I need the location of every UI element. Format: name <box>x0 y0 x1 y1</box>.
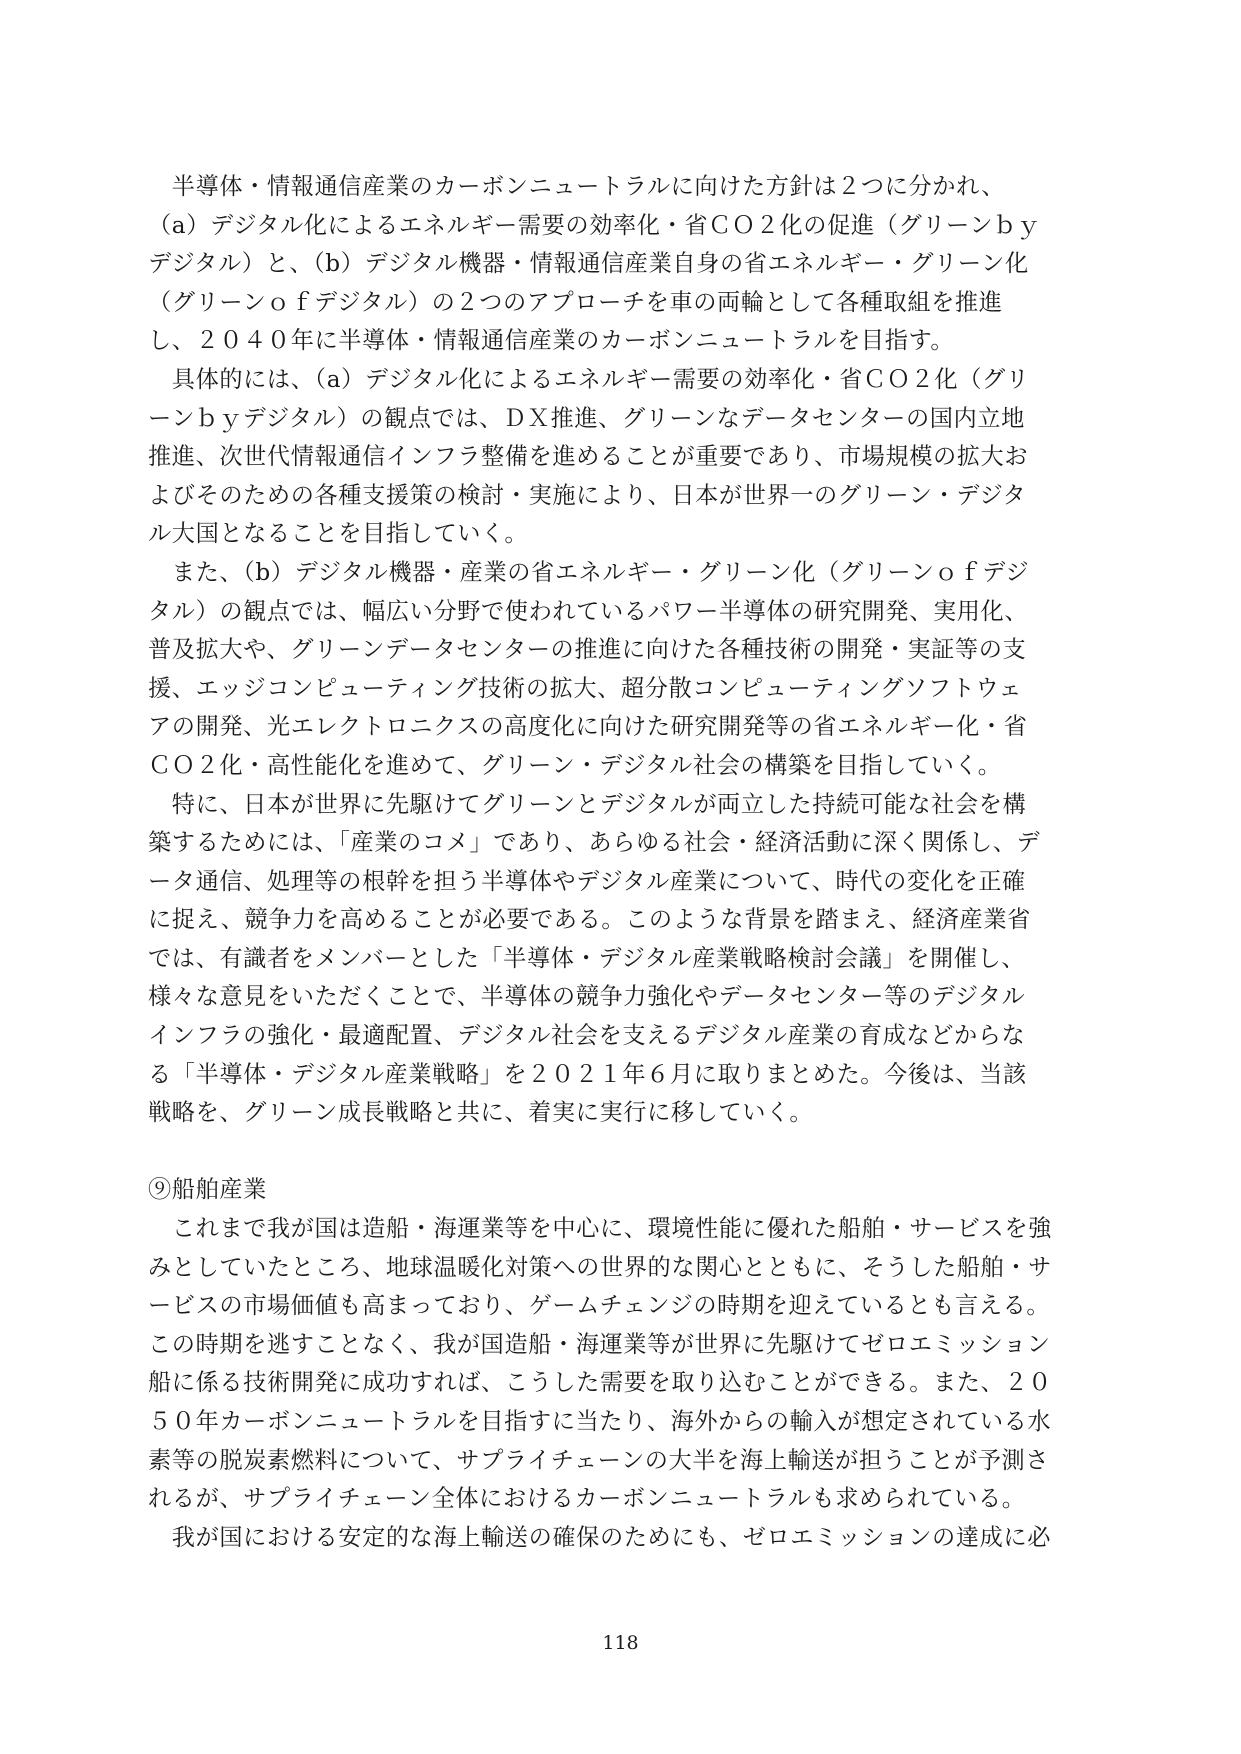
document-body <box>148 168 1088 1557</box>
text-line: ５０年カーボンニュートラルを目指すに当たり、海外からの輸入が想定されている水 <box>148 1408 1052 1435</box>
text-line: デジタル）と、（b）デジタル機器・情報通信産業自身の省エネルギー・グリーン化 <box>148 250 1029 278</box>
text-line: 推進、次世代情報通信インフラ整備を進めることが重要であり、市場規模の拡大お <box>148 443 1029 471</box>
text-line: ービスの市場価値も高まっており、ゲームチェンジの時期を迎えているとも言える。 <box>148 1292 1051 1320</box>
text-line: 様々な意見をいただくことで、半導体の競争力強化やデータセンター等のデジタル <box>148 983 1026 1011</box>
text-line: これまで我が国は造船・海運業等を中心に、環境性能に優れた船舶・サービスを強 <box>148 1215 1052 1243</box>
text-line: タル）の観点では、幅広い分野で使われているパワー半導体の研究開発、実用化、 <box>148 597 1029 625</box>
text-line: 特に、日本が世界に先駆けてグリーンとデジタルが両立した持続可能な社会を構 <box>148 790 1027 818</box>
paragraph-semiconductor-policy <box>148 168 1088 361</box>
text-line: し、２０４０年に半導体・情報通信産業のカーボンニュートラルを目指す。 <box>148 327 955 355</box>
paragraph-green-by-digital <box>148 361 1088 554</box>
text-line: 具体的には、（a）デジタル化によるエネルギー需要の効率化・省ＣＯ２化（グリ <box>148 365 1030 393</box>
text-line: また、（b）デジタル機器・産業の省エネルギー・グリーン化（グリーンｏｆデジ <box>148 558 1030 586</box>
text-line: 素等の脱炭素燃料について、サプライチェーンの大半を海上輸送が担うことが予測さ <box>148 1446 1050 1474</box>
text-line: れるが、サプライチェーン全体におけるカーボンニュートラルも求められている。 <box>148 1485 1026 1513</box>
text-line: る「半導体・デジタル産業戦略」を２０２１年６月に取りまとめた。今後は、当該 <box>148 1060 1027 1088</box>
text-line: 援、エッジコンピューティング技術の拡大、超分散コンピューティングソフトウェ <box>148 674 1023 702</box>
paragraph-shipbuilding <box>148 1210 1088 1519</box>
section-heading: ⑨船舶産業 <box>148 1176 267 1204</box>
paragraph-green-of-digital <box>148 554 1088 786</box>
page-number: 118 <box>602 1632 639 1654</box>
text-line: 築するためには、「産業のコメ」であり、あらゆる社会・経済活動に深く関係し、デ <box>148 829 1041 857</box>
text-line: アの開発、光エレクトロニクスの高度化に向けた研究開発等の省エネルギー化・省 <box>148 713 1028 741</box>
text-line: ル大国となることを目指していく。 <box>148 520 529 548</box>
text-line: （a）デジタル化によるエネルギー需要の効率化・省ＣＯ２化の促進（グリーンｂｙ <box>148 211 1041 239</box>
text-line: に捉え、競争力を高めることが必要である。このような背景を踏まえ、経済産業省 <box>148 906 1031 934</box>
paragraph-spacer <box>148 1133 1088 1172</box>
text-line: 我が国における安定的な海上輸送の確保のためにも、ゼロエミッションの達成に必 <box>148 1523 1051 1551</box>
paragraph-maritime-transport <box>148 1519 1088 1558</box>
text-line: ＣＯ２化・高性能化を進めて、グリーン・デジタル社会の構築を目指していく。 <box>148 751 1002 779</box>
paragraph-digital-industry-strategy <box>148 786 1088 1133</box>
text-line: ーンｂｙデジタル）の観点では、ＤＸ推進、グリーンなデータセンターの国内立地 <box>148 404 1025 432</box>
text-line: 船に係る技術開発に成功すれば、こうした需要を取り込むことができる。また、２０ <box>148 1369 1052 1397</box>
text-line: よびそのための各種支援策の検討・実施により、日本が世界一のグリーン・デジタ <box>148 481 1027 509</box>
text-line: みとしていたところ、地球温暖化対策への世界的な関心とともに、そうした船舶・サ <box>148 1253 1052 1281</box>
text-line: インフラの強化・最適配置、デジタル社会を支えるデジタル産業の育成などからな <box>148 1022 1026 1050</box>
text-line: （グリーンｏｆデジタル）の２つのアプローチを車の両輪として各種取組を推進 <box>148 288 1003 316</box>
text-line: 普及拡大や、グリーンデータセンターの推進に向けた各種技術の開発・実証等の支 <box>148 636 1027 664</box>
text-line: 半導体・情報通信産業のカーボンニュートラルに向けた方針は２つに分かれ、 <box>148 173 1006 200</box>
text-line: ータ通信、処理等の根幹を担う半導体やデジタル産業について、時代の変化を正確 <box>148 867 1026 895</box>
text-line: では、有識者をメンバーとした「半導体・デジタル産業戦略検討会議」を開催し、 <box>148 944 1026 972</box>
text-line: 戦略を、グリーン成長戦略と共に、着実に実行に移していく。 <box>148 1099 814 1127</box>
text-line: この時期を逃すことなく、我が国造船・海運業等が世界に先駆けてゼロエミッション <box>148 1330 1051 1358</box>
